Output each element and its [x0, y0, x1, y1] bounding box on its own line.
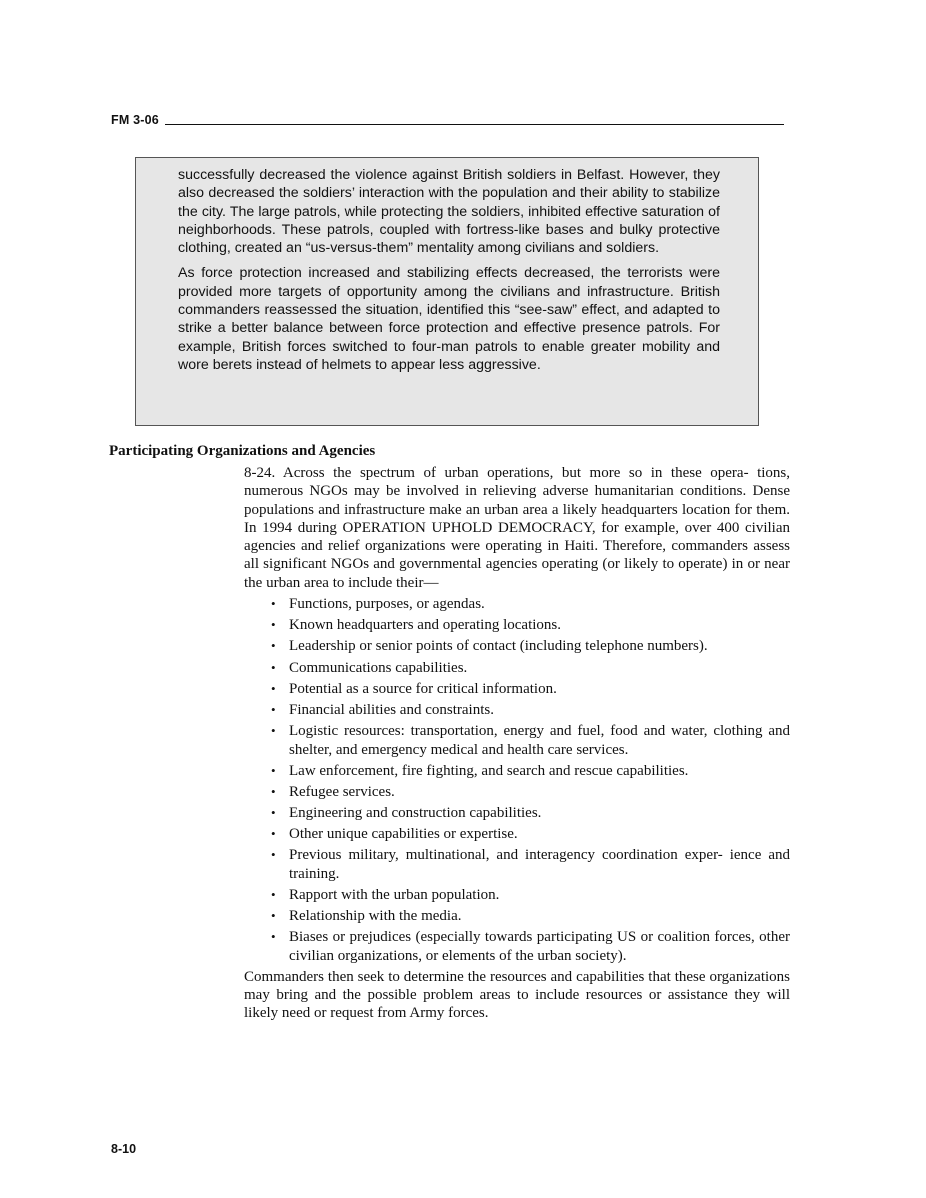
bullet-icon: • — [271, 886, 276, 902]
manual-id: FM 3-06 — [111, 113, 159, 127]
list-item — [244, 701, 790, 719]
list-item-text: Relationship with the media. — [289, 908, 462, 925]
list-item — [244, 825, 790, 843]
section-heading: Participating Organizations and Agencies — [109, 443, 376, 459]
bullet-icon: • — [271, 847, 276, 863]
running-header — [111, 112, 784, 126]
list-item — [244, 595, 790, 613]
bullet-icon: • — [271, 826, 276, 842]
intro-paragraph: 8-24. Across the spectrum of urban operations, but more so in these opera- tions, numerous NGOs may be involved in relieving adverse humanitarian conditions. Dense populations and infrastructure make an urban area a likely headquarters location for them. In 1994 during OPERATION UPHOLD DEMOCRACY, for example, over 400 civilian agencies and relief organizations were operating in Haiti. Therefore, commanders assess all significant NGOs and governmental agencies operating (or likely to operate) in or near the urban area to include their— — [244, 465, 790, 591]
list-item — [244, 804, 790, 822]
bullet-icon: • — [271, 908, 276, 924]
list-item-text: Known headquarters and operating locations. — [289, 617, 561, 634]
bullet-icon: • — [271, 638, 276, 654]
list-item-text: Law enforcement, fire fighting, and search and rescue capabilities. — [289, 762, 689, 779]
section-body — [244, 464, 790, 1023]
vignette-paragraph: successfully decreased the violence against British soldiers in Belfast. However, they also decreased the soldiers’ interaction with the population and their ability to stabilize the city. The large patrols, while protecting the soldiers, inhibited effective saturation of neighborhoods. These patrols, coupled with fortress-like bases and bulky protective clothing, created an “us-versus-them” mentality among civilians and soldiers. — [178, 167, 720, 257]
list-item — [244, 846, 790, 883]
list-item — [244, 762, 790, 780]
list-item-text: Previous military, multinational, and interagency coordination exper- ience and training. — [289, 847, 790, 882]
list-item — [244, 783, 790, 801]
list-item — [244, 616, 790, 634]
list-item-text: Potential as a source for critical information. — [289, 680, 557, 697]
bullet-icon: • — [271, 659, 276, 675]
bullet-icon: • — [271, 783, 276, 799]
vignette-paragraph: As force protection increased and stabilizing effects decreased, the terrorists were provided more targets of opportunity among the civilians and infrastructure. British commanders reassessed the situation, identified this “see-saw” effect, and adapted to strike a better balance between force protection and effective presence patrols. For example, British forces switched to four-man patrols to enable greater mobility and wore berets instead of helmets to appear less aggressive. — [178, 265, 720, 373]
bullet-list — [244, 595, 790, 965]
bullet-icon: • — [271, 702, 276, 718]
bullet-icon: • — [271, 723, 276, 739]
list-item — [244, 659, 790, 677]
list-item — [244, 907, 790, 925]
list-item-text: Leadership or senior points of contact (including telephone numbers). — [289, 638, 708, 655]
bullet-icon: • — [271, 762, 276, 778]
bullet-icon: • — [271, 929, 276, 945]
list-item-text: Biases or prejudices (especially towards participating US or coalition forces, other civilian organizations, or elements of the urban society). — [289, 929, 790, 964]
list-item-text: Functions, purposes, or agendas. — [289, 596, 485, 613]
list-item-text: Communications capabilities. — [289, 659, 468, 676]
list-item-text: Financial abilities and constraints. — [289, 702, 494, 719]
list-item-text: Engineering and construction capabilities. — [289, 805, 542, 822]
bullet-icon: • — [271, 805, 276, 821]
list-item — [244, 637, 790, 655]
closing-paragraph: Commanders then seek to determine the resources and capabilities that these organizations may bring and the possible problem areas to include resources or assistance they will likely need or request from Army forces. — [244, 968, 790, 1022]
bullet-icon: • — [271, 617, 276, 633]
page-number: 8-10 — [111, 1142, 137, 1156]
list-item — [244, 722, 790, 759]
vignette-box — [135, 157, 759, 426]
header-rule — [165, 124, 784, 125]
list-item-text: Logistic resources: transportation, energy and fuel, food and water, clothing and shelter, and emergency medical and health care services. — [289, 723, 790, 758]
list-item — [244, 886, 790, 904]
bullet-icon: • — [271, 680, 276, 696]
list-item-text: Other unique capabilities or expertise. — [289, 826, 518, 843]
list-item — [244, 928, 790, 965]
list-item-text: Refugee services. — [289, 783, 395, 800]
list-item-text: Rapport with the urban population. — [289, 886, 500, 903]
list-item — [244, 680, 790, 698]
bullet-icon: • — [271, 596, 276, 612]
